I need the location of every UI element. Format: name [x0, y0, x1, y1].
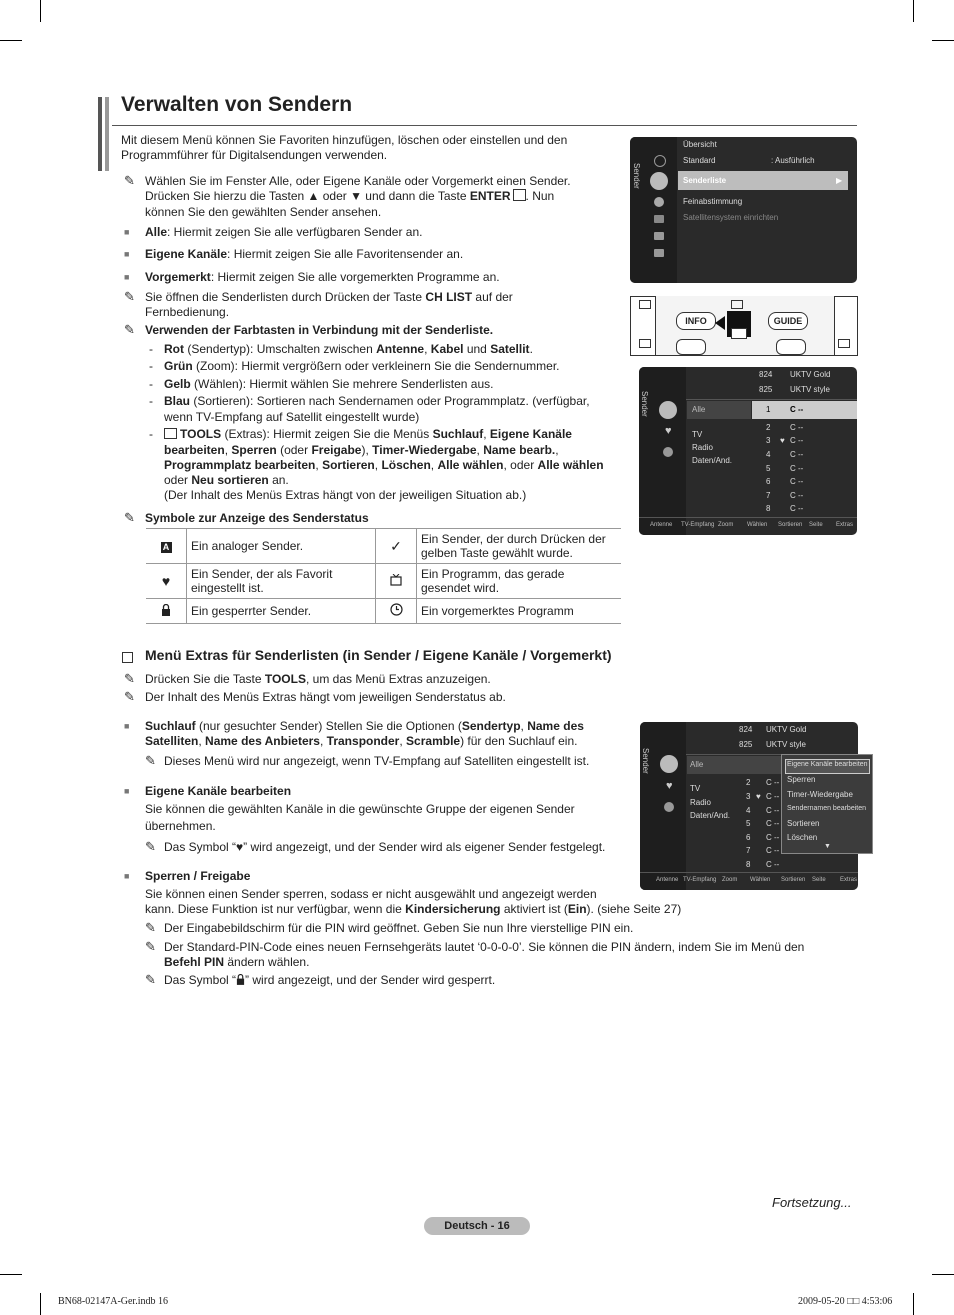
bullet-item: Vorgemerkt: Hiermit zeigen Sie alle vorgemerkten Programme an. — [145, 270, 500, 284]
footer-antenne: Antenne — [656, 877, 679, 883]
color-item-gruen: Grün (Zoom): Hiermit vergrößern oder verkleinern Sie die Sendernummer. — [164, 359, 560, 373]
return-button[interactable] — [776, 339, 806, 355]
popup-item-sperren[interactable]: Sperren — [787, 775, 816, 784]
crop-mark — [913, 1293, 914, 1315]
osd-value-standard: : Ausführlich — [771, 156, 815, 165]
osd-side-label: Sender — [632, 163, 641, 189]
channel-row-name[interactable]: C -- — [790, 450, 804, 459]
note-text: Das Symbol “ ” wird angezeigt, und der Sender wird gesperrt. — [164, 973, 496, 987]
note-text: Verwenden der Farbtasten in Verbindung mit der Senderliste. — [145, 323, 494, 337]
group-item-radio[interactable]: Radio — [690, 798, 711, 807]
color-item-blau: wenn TV-Empfang auf Satellit eingestellt wurde) — [164, 410, 420, 424]
intro-line: Programmführer für Digitalsendungen verwenden. — [121, 148, 388, 162]
dash: - — [149, 427, 153, 441]
bullet-square-icon: ■ — [124, 227, 130, 237]
channel-row-number[interactable]: 1 — [766, 405, 771, 414]
crop-mark — [913, 0, 914, 22]
table-cell: Ein Sender, der als Favorit eingestellt ist. — [187, 564, 376, 599]
guide-button[interactable]: GUIDE — [768, 312, 808, 330]
satellite-dish-icon — [659, 401, 677, 419]
group-item-radio[interactable]: Radio — [692, 443, 713, 452]
clock-icon — [376, 599, 417, 624]
dash: - — [149, 394, 153, 408]
body-text: kann. Diese Funktion ist nur verfügbar, wenn die Kindersicherung aktiviert ist (Ein). (siehe Seite 27) — [145, 902, 682, 916]
note-icon: ✎ — [124, 322, 135, 337]
footer-date: 2009-05-20 □□ 4:53:06 — [798, 1296, 893, 1307]
channel-row-name[interactable]: C -- — [766, 792, 780, 801]
channel-row-name[interactable]: C -- — [790, 423, 804, 432]
menu-label-icon — [731, 300, 743, 309]
support-icon — [654, 249, 664, 257]
note-text: Fernbedienung. — [145, 305, 230, 319]
tools-popup — [781, 754, 873, 854]
fortsetzung-label: Fortsetzung... — [772, 1195, 852, 1210]
table-cell: Ein analoger Sender. — [187, 529, 376, 564]
footer-seite: Seite — [812, 877, 826, 883]
channel-row-number[interactable]: 2 — [766, 423, 771, 432]
channel-row-name[interactable]: C -- — [790, 436, 804, 445]
symbol-table — [146, 528, 621, 624]
footer-sortieren: Sortieren — [781, 877, 806, 883]
channel-row-number[interactable]: 6 — [766, 477, 771, 486]
osd-channel-list — [639, 367, 857, 535]
crop-mark — [0, 40, 22, 41]
channel-row-name[interactable]: C -- — [790, 405, 804, 414]
channel-row-number[interactable]: 5 — [746, 819, 751, 828]
note-icon: ✎ — [145, 920, 156, 935]
footer-waehlen: Wählen — [747, 522, 768, 528]
popup-item-timer[interactable]: Timer-Wiedergabe — [787, 790, 853, 799]
channel-row-name[interactable]: C -- — [790, 504, 804, 513]
note-icon: ✎ — [145, 972, 156, 987]
table-row — [146, 599, 621, 624]
bullet-square-icon: ■ — [124, 871, 130, 881]
note-icon: ✎ — [124, 671, 135, 686]
body-text: Sie können die gewählten Kanäle in die gewünschte Gruppe der eigenen Sender — [145, 802, 575, 816]
color-item-tools: Programmplatz bearbeiten, Sortieren, Löschen, Alle wählen, oder Alle wählen — [164, 458, 604, 472]
footer-antenne: Antenne — [650, 522, 673, 528]
crop-mark — [932, 1274, 954, 1275]
channel-row-number[interactable]: 4 — [746, 806, 751, 815]
clock-icon — [663, 447, 673, 457]
note-text: können Sie den gewählten Sender ansehen. — [145, 205, 382, 219]
note-text: Drücken Sie hierzu die Tasten ▲ oder ▼ und dann die Taste ENTER . Nun — [145, 189, 555, 203]
footer-seite: Seite — [809, 522, 823, 528]
channel-number: 825 — [739, 740, 753, 749]
settings-icon — [654, 155, 666, 167]
subsection-title: Eigene Kanäle bearbeiten — [145, 784, 292, 798]
channel-number: 825 — [759, 385, 773, 394]
suchlauf-text: Satelliten, Name des Anbieters, Transponder, Scramble) für den Suchlauf ein. — [145, 734, 578, 748]
bullet-square-icon: ■ — [124, 249, 130, 259]
heart-icon: ♥ — [780, 436, 785, 445]
footer-tv-empfang: TV-Empfang — [681, 522, 715, 528]
channel-number: 824 — [739, 725, 753, 734]
osd-item-uebersicht[interactable]: Übersicht — [683, 140, 717, 149]
analog-icon: A — [146, 529, 187, 564]
bullet-item: Alle: Hiermit zeigen Sie alle verfügbaren Sender an. — [145, 225, 423, 239]
lock-icon — [236, 974, 245, 985]
color-item-blau: Blau (Sortieren): Sortieren nach Sendernamen oder Programmplatz. (verfügbar, — [164, 394, 590, 408]
speaker-icon — [654, 215, 664, 223]
note-text: Das Symbol “♥” wird angezeigt, und der Sender wird als eigener Sender festgelegt. — [164, 840, 606, 854]
footer-waehlen: Wählen — [750, 877, 771, 883]
channel-row-name[interactable]: C -- — [766, 846, 780, 855]
channel-row-number[interactable]: 2 — [746, 778, 751, 787]
channel-row-number[interactable]: 6 — [746, 833, 751, 842]
footer-tv-empfang: TV-Empfang — [683, 877, 717, 883]
popup-item-sendernamen[interactable]: Sendernamen bearbeiten — [787, 805, 867, 812]
color-item-rot: Rot (Sendertyp): Umschalten zwischen Antenne, Kabel und Satellit. — [164, 342, 533, 356]
channel-name: UKTV Gold — [790, 370, 831, 379]
channel-row-number[interactable]: 3 — [746, 792, 751, 801]
footer-sortieren: Sortieren — [778, 522, 803, 528]
channel-row-name[interactable]: C -- — [766, 833, 780, 842]
lock-icon — [146, 599, 187, 624]
title-rule — [112, 125, 857, 126]
osd-sender-menu — [630, 137, 857, 283]
check-icon: ✓ — [376, 529, 417, 564]
group-item-alle[interactable]: Alle — [690, 760, 704, 769]
channel-row-number[interactable]: 7 — [766, 491, 771, 500]
heart-icon: ♥ — [146, 564, 187, 599]
tools-label-icon — [639, 300, 651, 309]
enter-icon — [513, 189, 526, 201]
subsection-title: Sperren / Freigabe — [145, 869, 251, 883]
heart-icon: ♥ — [756, 792, 761, 801]
group-item-daten[interactable]: Daten/And. — [690, 811, 731, 820]
note-icon: ✎ — [124, 173, 135, 188]
bullet-square-icon: ■ — [124, 786, 130, 796]
body-text: Sie können einen Sender sperren, sodass er nicht ausgewählt und angezeigt werden — [145, 887, 597, 901]
clock-icon — [664, 802, 674, 812]
intro-line: Mit diesem Menü können Sie Favoriten hinzufügen, löschen oder einstellen und den — [121, 133, 568, 147]
channel-number: 824 — [759, 370, 773, 379]
gear-icon — [654, 197, 664, 207]
color-item-tools: (Der Inhalt des Menüs Extras hängt von der jeweiligen Situation ab.) — [164, 488, 527, 502]
note-icon: ✎ — [145, 939, 156, 954]
channel-row-number[interactable]: 4 — [766, 450, 771, 459]
list-icon — [731, 328, 747, 339]
note-icon: ✎ — [124, 289, 135, 304]
channel-row-name[interactable]: C -- — [766, 860, 780, 869]
channel-row-name[interactable]: C -- — [766, 806, 780, 815]
bullet-square-icon: ■ — [124, 721, 130, 731]
suchlauf-text: Suchlauf (nur gesuchter Sender) Stellen Sie die Optionen (Sendertyp, Name des — [145, 719, 584, 733]
osd-item-satellitensystem: Satellitensystem einrichten — [683, 213, 779, 222]
channel-row-number[interactable]: 8 — [766, 504, 771, 513]
channel-row-number[interactable]: 5 — [766, 464, 771, 473]
channel-row-number[interactable]: 8 — [746, 860, 751, 869]
note-text: Der Eingabebildschirm für die PIN wird geöffnet. Geben Sie nun Ihre vierstellige PIN ein. — [164, 921, 634, 935]
popup-item-sortieren[interactable]: Sortieren — [787, 819, 820, 828]
table-row — [146, 564, 621, 599]
popup-item-loeschen[interactable]: Löschen — [787, 833, 818, 842]
osd-side-label: Sender — [641, 748, 650, 774]
page-title: Verwalten von Sendern — [121, 93, 353, 116]
channel-row-name[interactable]: C -- — [766, 819, 780, 828]
arrow-down-icon: ▼ — [824, 843, 831, 850]
dash: - — [149, 359, 153, 373]
note-icon: ✎ — [145, 753, 156, 768]
title-bar-decoration — [98, 97, 102, 171]
popup-item-eigene-kanaele[interactable]: Eigene Kanäle bearbeiten — [787, 761, 868, 768]
table-cell: Ein gesperrter Sender. — [187, 599, 376, 624]
note-text: Sie öffnen die Senderlisten durch Drücken der Taste CH LIST auf der — [145, 290, 513, 304]
note-text: Befehl PIN ändern wählen. — [164, 955, 310, 969]
page-number-badge: Deutsch - 16 — [424, 1217, 530, 1235]
exit-label-icon — [639, 339, 651, 348]
color-item-tools: TOOLS (Extras): Hiermit zeigen Sie die Menüs Suchlauf, Eigene Kanäle — [164, 427, 572, 442]
group-item-tv[interactable]: TV — [692, 430, 703, 439]
remote-control-image — [630, 296, 858, 356]
bullet-square-icon: ■ — [124, 272, 130, 282]
note-icon: ✎ — [124, 510, 135, 525]
satellite-dish-icon — [660, 755, 678, 773]
tools-button[interactable] — [676, 339, 706, 355]
table-cell: Ein Programm, das gerade gesendet wird. — [417, 564, 622, 599]
color-item-tools: oder Neu sortieren an. — [164, 473, 289, 487]
table-row — [146, 529, 621, 564]
note-text: Der Standard-PIN-Code eines neuen Fernsehgeräts lautet ‘0-0-0-0’. Sie können die PIN ändern, indem Sie im Menü den — [164, 940, 805, 954]
footer-extras: Extras — [836, 522, 854, 528]
exit-label-icon — [838, 339, 850, 348]
heart-icon: ♥ — [666, 780, 673, 792]
body-text: übernehmen. — [145, 819, 216, 833]
group-item-alle[interactable]: Alle — [692, 405, 706, 414]
channel-row-number[interactable]: 3 — [766, 436, 771, 445]
satellite-dish-icon — [650, 172, 668, 190]
bullet-item: Eigene Kanäle: Hiermit zeigen Sie alle Favoritensender an. — [145, 247, 464, 261]
note-text: Wählen Sie im Fenster Alle, oder Eigene Kanäle oder Vorgemerkt einen Sender. — [145, 174, 571, 188]
title-bar-decoration — [105, 97, 109, 171]
note-text: Dieses Menü wird nur angezeigt, wenn TV-Empfang auf Satelliten eingestellt ist. — [164, 754, 590, 768]
note-text: Der Inhalt des Menüs Extras hängt vom jeweiligen Senderstatus ab. — [145, 690, 506, 704]
checkbox-icon — [122, 652, 133, 663]
table-cell: Ein vorgemerktes Programm — [417, 599, 622, 624]
channel-row-name[interactable]: C -- — [790, 464, 804, 473]
channel-row-name[interactable]: C -- — [790, 491, 804, 500]
crop-mark — [932, 40, 954, 41]
crop-mark — [40, 1293, 41, 1315]
channel-name: UKTV Gold — [766, 725, 807, 734]
channel-name: UKTV style — [766, 740, 807, 749]
note-text: Symbole zur Anzeige des Senderstatus — [145, 511, 369, 525]
channel-name: UKTV style — [790, 385, 831, 394]
channel-row-name[interactable]: C -- — [766, 778, 780, 787]
arrow-right-icon: ▶ — [836, 176, 843, 185]
dash: - — [149, 377, 153, 391]
tools-icon — [164, 428, 177, 439]
crop-mark — [40, 0, 41, 22]
tv-icon — [376, 564, 417, 599]
crop-mark — [0, 1274, 22, 1275]
dash: - — [149, 342, 153, 356]
footer-extras: Extras — [840, 877, 858, 883]
info-button[interactable]: INFO — [676, 312, 716, 330]
osd-item-senderliste[interactable]: Senderliste — [683, 176, 727, 185]
osd-item-standard[interactable]: Standard — [683, 156, 716, 165]
note-text: Drücken Sie die Taste TOOLS, um das Menü Extras anzuzeigen. — [145, 672, 491, 686]
note-icon: ✎ — [124, 689, 135, 704]
channel-row-name[interactable]: C -- — [790, 477, 804, 486]
channel-row-number[interactable]: 7 — [746, 846, 751, 855]
color-item-gelb: Gelb (Wählen): Hiermit wählen Sie mehrere Senderlisten aus. — [164, 377, 494, 391]
section-title: Menü Extras für Senderlisten (in Sender / Eigene Kanäle / Vorgemerkt) — [145, 647, 612, 663]
arrow-left-icon — [715, 316, 725, 330]
heart-icon: ♥ — [665, 425, 672, 437]
osd-item-feinabstimmung[interactable]: Feinabstimmung — [683, 197, 743, 206]
footer-zoom: Zoom — [718, 522, 734, 528]
table-cell: Ein Sender, der durch Drücken der gelben Taste gewählt wurde. — [417, 529, 622, 564]
color-item-tools: bearbeiten, Sperren (oder Freigabe), Timer-Wiedergabe, Name bearb., — [164, 443, 559, 457]
group-item-daten[interactable]: Daten/And. — [692, 456, 733, 465]
osd-side-label: Sender — [640, 391, 649, 417]
input-icon — [654, 232, 664, 240]
footer-file: BN68-02147A-Ger.indb 16 — [58, 1296, 168, 1307]
note-icon: ✎ — [145, 839, 156, 854]
footer-zoom: Zoom — [722, 877, 738, 883]
group-item-tv[interactable]: TV — [690, 784, 701, 793]
